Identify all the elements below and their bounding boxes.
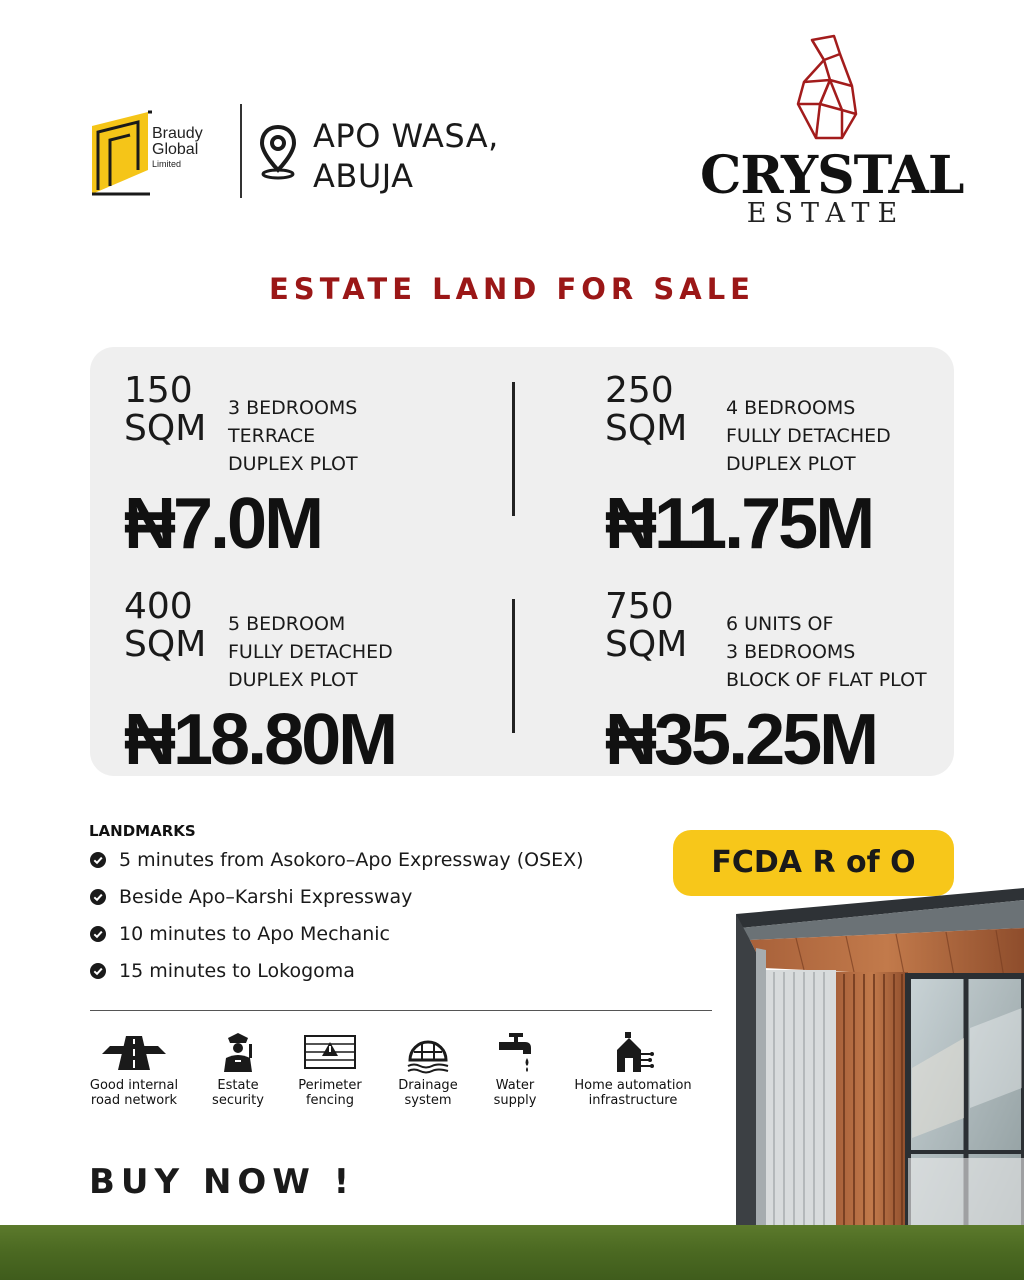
landmarks-title: LANDMARKS	[89, 822, 196, 840]
amenity-automation	[566, 1030, 700, 1108]
header-divider	[240, 104, 242, 198]
amenity-label: Home automation	[574, 1078, 692, 1093]
plot-price: ₦35.25M	[605, 700, 877, 780]
landmark-item	[90, 920, 584, 957]
security-guard-icon	[218, 1030, 258, 1074]
plot-description	[726, 394, 891, 478]
location-line-2: ABUJA	[313, 157, 414, 195]
plot-size-value: 400	[124, 586, 193, 627]
brand-line-1: Braudy	[152, 125, 203, 142]
price-panel	[90, 347, 954, 780]
developer-logo	[90, 104, 230, 200]
plot-size-unit: SQM	[124, 624, 207, 665]
plot-description	[726, 610, 927, 694]
landmarks-list	[90, 846, 584, 994]
panel-divider	[512, 599, 515, 733]
amenity-water	[486, 1030, 544, 1108]
check-circle-icon	[90, 852, 106, 868]
amenity-label: Water	[495, 1078, 535, 1093]
plot-desc-line: DUPLEX PLOT	[228, 669, 358, 691]
plot-card	[605, 372, 945, 572]
amenity-drainage	[392, 1030, 464, 1108]
grass-strip	[0, 1225, 1024, 1280]
plot-desc-line: FULLY DETACHED	[726, 425, 891, 447]
estate-name: CRYSTAL	[700, 145, 964, 206]
brand-line-3: Limited	[152, 159, 182, 169]
buy-now-cta[interactable]: BUY NOW !	[89, 1162, 356, 1202]
plot-desc-line: 6 UNITS OF	[726, 613, 834, 635]
crystal-logo-icon	[790, 34, 862, 146]
plot-size-value: 250	[605, 370, 674, 411]
headline: ESTATE LAND FOR SALE	[269, 272, 755, 306]
amenity-label: supply	[493, 1093, 537, 1108]
plot-desc-line: FULLY DETACHED	[228, 641, 393, 663]
landmark-item	[90, 883, 584, 920]
plot-card	[605, 588, 945, 788]
amenity-fencing	[294, 1030, 366, 1108]
plot-desc-line: DUPLEX PLOT	[228, 453, 358, 475]
plot-size-unit: SQM	[124, 408, 207, 449]
section-divider	[90, 1010, 712, 1011]
plot-size-unit: SQM	[605, 408, 688, 449]
plot-size-unit: SQM	[605, 624, 688, 665]
brand-line-2: Global	[152, 141, 199, 158]
braudy-logo-icon	[90, 110, 152, 196]
plot-size	[605, 588, 687, 664]
plot-price: ₦11.75M	[605, 484, 873, 564]
plot-desc-line: BLOCK OF FLAT PLOT	[726, 669, 927, 691]
landmark-text: Beside Apo–Karshi Expressway	[119, 886, 413, 908]
landmark-text: 5 minutes from Asokoro–Apo Expressway (OSEX)	[119, 849, 584, 871]
landmark-text: 10 minutes to Apo Mechanic	[119, 923, 390, 945]
plot-description	[228, 394, 358, 478]
smart-home-icon	[611, 1030, 655, 1074]
amenity-label: Drainage	[398, 1078, 458, 1093]
plot-size	[124, 588, 206, 664]
location-line-1: APO WASA,	[313, 117, 499, 155]
amenity-label: security	[212, 1093, 264, 1108]
amenity-road	[88, 1030, 180, 1108]
plot-price: ₦18.80M	[124, 700, 396, 780]
amenity-label: road network	[90, 1093, 178, 1108]
plot-desc-line: 4 BEDROOMS	[726, 397, 856, 419]
plot-desc-line: 3 BEDROOMS	[228, 397, 358, 419]
fence-icon	[303, 1030, 357, 1074]
plot-desc-line: 3 BEDROOMS	[726, 641, 856, 663]
panel-divider	[512, 382, 515, 516]
check-circle-icon	[90, 926, 106, 942]
plot-size	[124, 372, 206, 448]
plot-size-value: 150	[124, 370, 193, 411]
check-circle-icon	[90, 963, 106, 979]
fcda-badge: FCDA R of O	[673, 830, 954, 896]
brand-name	[152, 126, 203, 170]
check-circle-icon	[90, 889, 106, 905]
location-text	[313, 116, 499, 196]
amenity-label: infrastructure	[588, 1093, 678, 1108]
water-tap-icon	[495, 1030, 535, 1074]
amenity-label: fencing	[305, 1093, 355, 1108]
plot-card	[124, 372, 504, 572]
plot-desc-line: DUPLEX PLOT	[726, 453, 856, 475]
location-pin-icon	[258, 124, 298, 180]
drainage-icon	[406, 1030, 450, 1074]
plot-desc-line: TERRACE	[228, 425, 316, 447]
amenity-label: Perimeter	[298, 1078, 362, 1093]
landmark-item	[90, 846, 584, 883]
amenity-label: system	[404, 1093, 452, 1108]
plot-size	[605, 372, 687, 448]
landmark-item	[90, 957, 584, 994]
road-icon	[100, 1030, 168, 1074]
house-illustration	[736, 888, 1024, 1238]
plot-description	[228, 610, 393, 694]
plot-desc-line: 5 BEDROOM	[228, 613, 346, 635]
landmark-text: 15 minutes to Lokogoma	[119, 960, 355, 982]
plot-price: ₦7.0M	[124, 484, 322, 564]
amenity-label: Good internal	[89, 1078, 179, 1093]
amenity-label: Estate	[217, 1078, 259, 1093]
estate-subtitle: ESTATE	[746, 198, 906, 229]
plot-card	[124, 588, 504, 788]
plot-size-value: 750	[605, 586, 674, 627]
amenity-security	[206, 1030, 270, 1108]
